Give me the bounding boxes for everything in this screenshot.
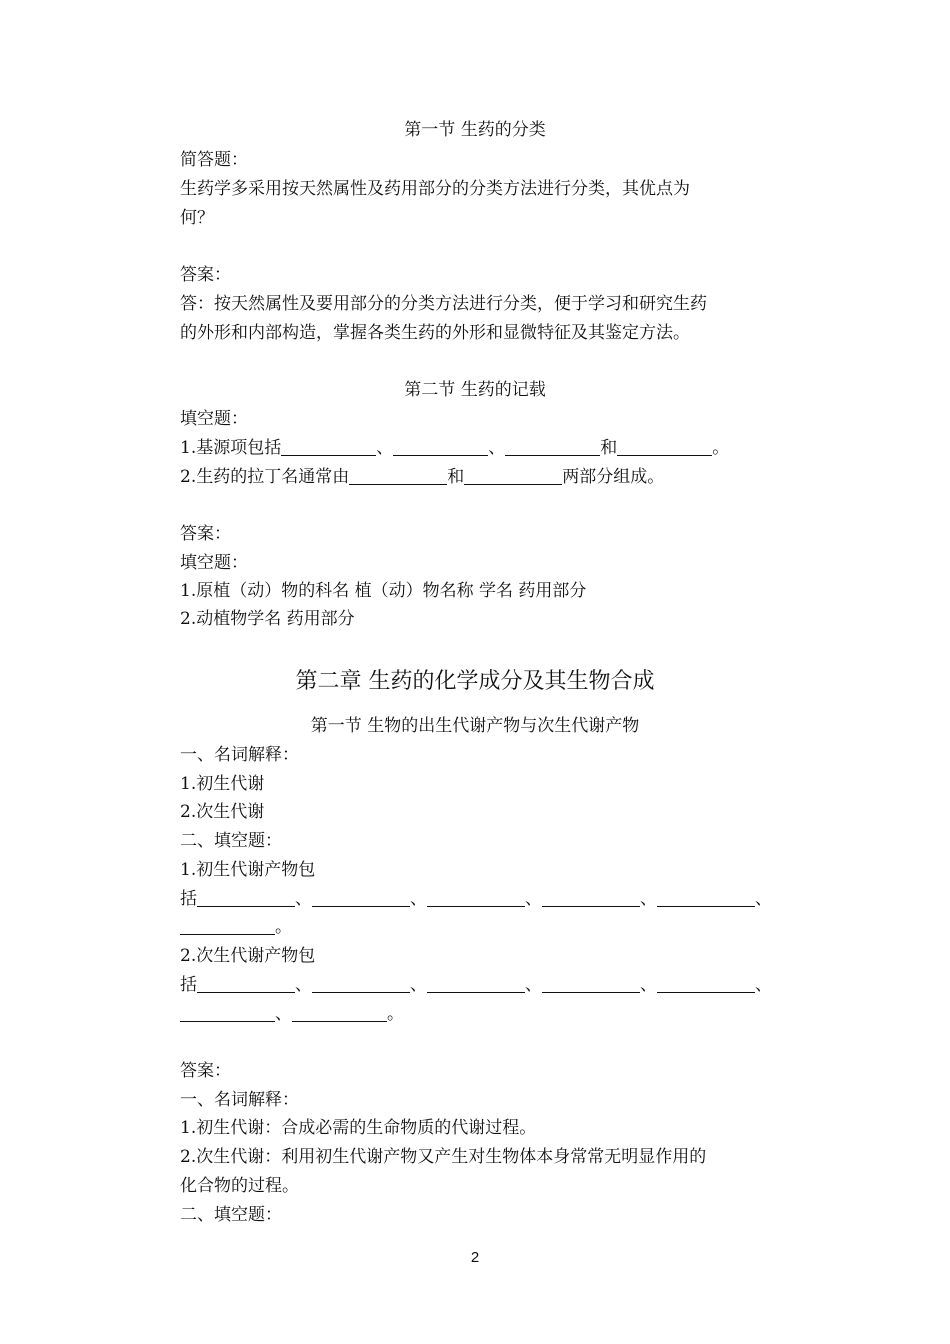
section-title: 第一节 生药的分类 xyxy=(404,120,546,140)
separator: 、 xyxy=(410,975,427,995)
term-item: 1.初生代谢 xyxy=(180,774,265,794)
answer-blank[interactable] xyxy=(617,439,712,456)
fill-blank-question xyxy=(180,438,780,458)
answer-blank[interactable] xyxy=(180,918,275,935)
answer-blank[interactable] xyxy=(393,439,488,456)
question-type-label: 填空题： xyxy=(180,409,248,429)
separator: 、 xyxy=(525,975,542,995)
fill-blank-question: 2.次生代谢产物包 xyxy=(180,946,316,966)
answer-blank[interactable] xyxy=(542,890,640,907)
answer-blank[interactable] xyxy=(197,890,295,907)
answer-label: 答案： xyxy=(180,1061,231,1081)
page-number: 2 xyxy=(470,1249,480,1266)
answer-blank[interactable] xyxy=(197,976,295,993)
separator: 、 xyxy=(755,975,772,995)
answer-item-cont: 化合物的过程。 xyxy=(180,1176,299,1196)
answer-text: 答：按天然属性及要用部分的分类方法进行分类，便于学习和研究生药 xyxy=(180,294,707,314)
answer-text-cont: 的外形和内部构造，掌握各类生药的外形和显微特征及其鉴定方法。 xyxy=(180,323,690,343)
separator: 、 xyxy=(410,889,427,909)
question-prefix: 2.生药的拉丁名通常由 xyxy=(180,467,350,487)
answer-blank[interactable] xyxy=(292,1005,387,1022)
question-suffix: 两部分组成。 xyxy=(562,467,665,487)
answer-blank[interactable] xyxy=(542,976,640,993)
answer-blank[interactable] xyxy=(427,890,525,907)
section-title: 第二节 生药的记载 xyxy=(404,380,546,400)
answer-item: 2.动植物学名 药用部分 xyxy=(180,609,355,629)
fill-blank-question: 1.初生代谢产物包 xyxy=(180,860,316,880)
question-type-label: 简答题： xyxy=(180,150,248,170)
separator: 、 xyxy=(755,889,772,909)
question-prefix: 括 xyxy=(180,975,197,995)
separator: 、 xyxy=(295,975,312,995)
question-prefix: 1.基源项包括 xyxy=(180,438,282,458)
part-heading: 一、名词解释： xyxy=(180,1090,299,1110)
separator: 、 xyxy=(488,438,506,458)
period: 。 xyxy=(275,917,292,937)
fill-blank-question-cont xyxy=(180,889,780,909)
answer-blank[interactable] xyxy=(657,890,755,907)
answer-blank[interactable] xyxy=(180,1005,275,1022)
answer-item: 1.初生代谢：合成必需的生命物质的代谢过程。 xyxy=(180,1118,537,1138)
answer-item: 1.原植（动）物的科名 植（动）物名称 学名 药用部分 xyxy=(180,581,587,601)
period: 。 xyxy=(712,438,730,458)
fill-blank-question-cont xyxy=(180,1004,780,1024)
question-prefix: 括 xyxy=(180,889,197,909)
term-item: 2.次生代谢 xyxy=(180,802,265,822)
fill-blank-question-cont xyxy=(180,917,780,937)
answer-label: 答案： xyxy=(180,265,231,285)
question-text-cont: 何？ xyxy=(180,208,214,228)
answer-blank[interactable] xyxy=(464,468,562,485)
separator: 、 xyxy=(640,975,657,995)
separator: 、 xyxy=(525,889,542,909)
part-heading: 二、填空题： xyxy=(180,831,282,851)
answer-blank[interactable] xyxy=(657,976,755,993)
separator: 、 xyxy=(275,1004,292,1024)
answer-blank[interactable] xyxy=(427,976,525,993)
part-heading: 一、名词解释： xyxy=(180,745,299,765)
separator: 、 xyxy=(295,889,312,909)
answer-blank[interactable] xyxy=(312,890,410,907)
answer-label: 答案： xyxy=(180,524,231,544)
period: 。 xyxy=(387,1004,404,1024)
answer-blank[interactable] xyxy=(349,468,447,485)
conjunction: 和 xyxy=(600,438,618,458)
question-text: 生药学多采用按天然属性及药用部分的分类方法进行分类，其优点为 xyxy=(180,179,690,199)
answer-item: 2.次生代谢：利用初生代谢产物又产生对生物体本身常常无明显作用的 xyxy=(180,1147,707,1167)
answer-blank[interactable] xyxy=(312,976,410,993)
conjunction: 和 xyxy=(447,467,465,487)
fill-blank-question xyxy=(180,467,780,487)
answer-type-label: 填空题： xyxy=(180,553,248,573)
part-heading: 二、填空题： xyxy=(180,1205,282,1225)
section-title: 第一节 生物的出生代谢产物与次生代谢产物 xyxy=(310,716,640,736)
separator: 、 xyxy=(640,889,657,909)
fill-blank-question-cont xyxy=(180,975,780,995)
answer-blank[interactable] xyxy=(281,439,376,456)
separator: 、 xyxy=(376,438,394,458)
answer-blank[interactable] xyxy=(505,439,600,456)
chapter-title: 第二章 生药的化学成分及其生物合成 xyxy=(295,669,655,694)
